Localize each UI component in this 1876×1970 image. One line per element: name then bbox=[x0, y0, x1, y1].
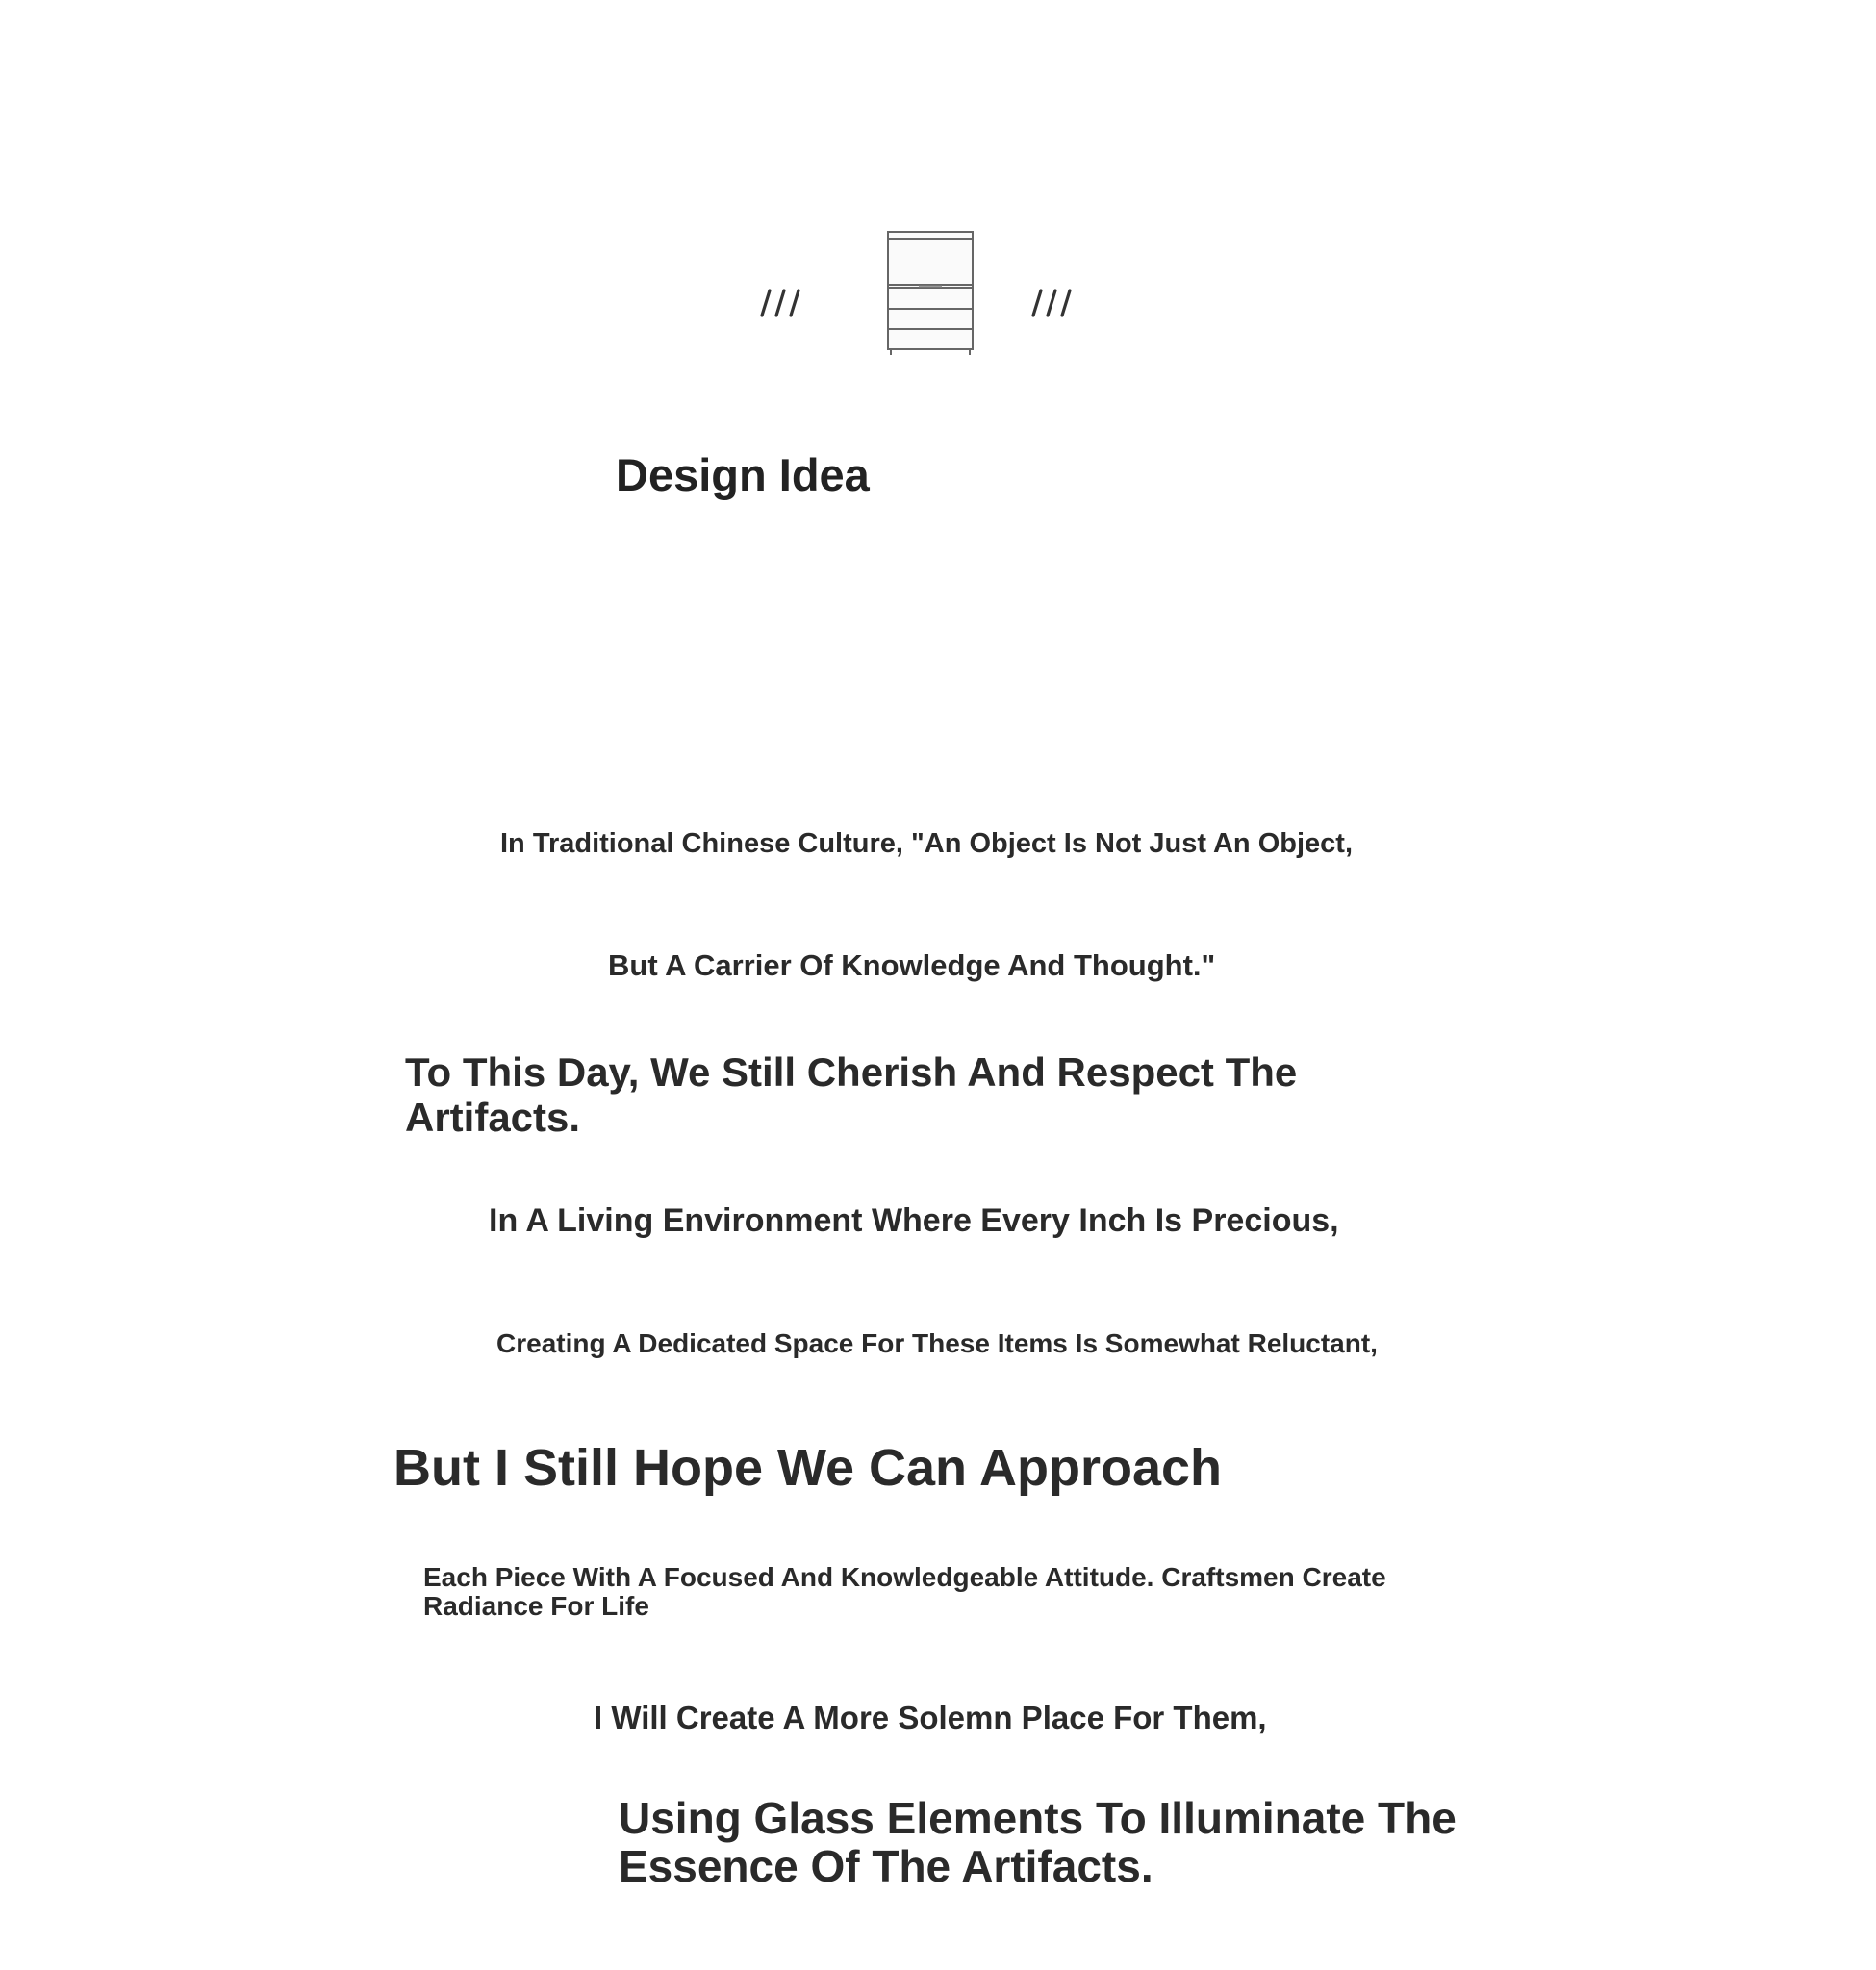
text-line: In Traditional Chinese Culture, "An Object Is Not Just An Object, bbox=[500, 828, 1354, 859]
header-illustration bbox=[750, 227, 1135, 371]
right-slash-marks-icon bbox=[1033, 290, 1070, 316]
left-slash-marks-icon bbox=[762, 290, 799, 316]
cabinet-illustration bbox=[750, 227, 1135, 371]
text-line: In A Living Environment Where Every Inch Is Precious, bbox=[489, 1202, 1339, 1239]
cabinet-icon bbox=[888, 232, 973, 355]
page-title: Design Idea bbox=[616, 449, 870, 500]
text-line: Creating A Dedicated Space For These Items Is Somewhat Reluctant, bbox=[496, 1328, 1378, 1358]
text-line: Each Piece With A Focused And Knowledgeable Attitude. Craftsmen Create Radiance For Life bbox=[423, 1562, 1386, 1622]
text-line: To This Day, We Still Cherish And Respect The Artifacts. bbox=[405, 1049, 1298, 1141]
text-line: But I Still Hope We Can Approach bbox=[393, 1439, 1223, 1497]
text-line: Using Glass Elements To Illuminate The Essence Of The Artifacts. bbox=[619, 1793, 1457, 1891]
text-line: But A Carrier Of Knowledge And Thought." bbox=[608, 948, 1216, 982]
text-line: I Will Create A More Solemn Place For Them, bbox=[594, 1700, 1267, 1735]
